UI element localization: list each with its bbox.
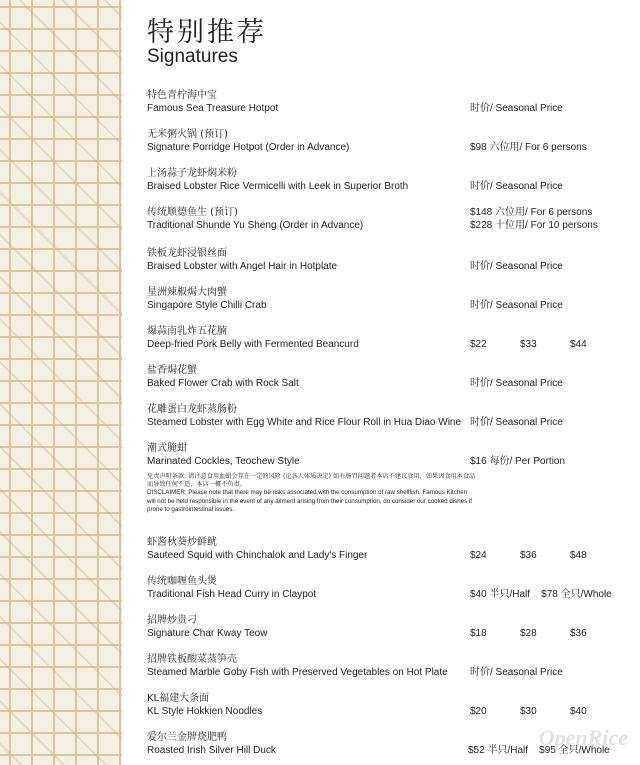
menu-item xyxy=(147,364,637,390)
item-name-cn: 无米粥火锅 (预订) xyxy=(147,129,228,140)
item-name-en: Braised Lobster with Angel Hair in Hotplate xyxy=(147,261,338,272)
item-name-en: Baked Flower Crab with Rock Salt xyxy=(147,378,299,389)
item-price: $148 六位用/ For 6 persons xyxy=(470,207,593,218)
menu-item xyxy=(147,692,637,718)
item-price: 时价/ Seasonal Price xyxy=(470,103,563,114)
item-price: 时价/ Seasonal Price xyxy=(470,667,563,678)
item-price-tiers xyxy=(470,627,587,640)
item-name-en: Famous Sea Treasure Hotpot xyxy=(147,103,279,114)
price-small: $18 xyxy=(470,628,487,639)
item-name-en: Roasted Irish Silver Hill Duck xyxy=(147,745,276,756)
item-price-tiers xyxy=(470,338,587,351)
item-name-cn: KL福建大条面 xyxy=(147,693,210,704)
page-title-en: Signatures xyxy=(147,46,238,67)
item-name-cn: 盐香焗花蟹 xyxy=(147,365,197,376)
item-price: $98 六位用/ For 6 persons xyxy=(470,142,587,153)
item-name-en: Steamed Lobster with Egg White and Rice Flour Roll in Hua Diao Wine xyxy=(147,417,462,428)
item-name-cn: 传统顺德鱼生 (预订) xyxy=(147,207,238,218)
disclaimer xyxy=(147,473,477,514)
item-name-en: KL Style Hokkien Noodles xyxy=(147,706,263,717)
price-small: $20 xyxy=(470,706,487,717)
price-medium: $30 xyxy=(520,706,537,717)
item-name-en: Marinated Cockles, Teochew Style xyxy=(147,456,300,467)
item-name-cn: 爱尔兰金牌烧肥鸭 xyxy=(147,732,227,743)
item-name-cn: 爆蒜南乳炸五花腩 xyxy=(147,326,227,337)
item-name-en: Traditional Fish Head Curry in Claypot xyxy=(147,589,317,600)
item-name-cn: 星洲辣椒焗大肉蟹 xyxy=(147,287,227,298)
menu-item xyxy=(147,247,637,273)
item-price: 时价/ Seasonal Price xyxy=(470,378,563,389)
item-price: 时价/ Seasonal Price xyxy=(470,181,563,192)
item-price: 时价/ Seasonal Price xyxy=(470,261,563,272)
menu-item xyxy=(147,653,637,679)
price-large: $36 xyxy=(570,628,587,639)
menu-item xyxy=(147,167,637,193)
menu-item xyxy=(147,403,637,429)
item-price-tiers xyxy=(470,549,587,562)
item-name-en: Signature Porridge Hotpot (Order in Advance) xyxy=(147,142,350,153)
menu-item xyxy=(147,614,637,640)
disclaimer-cn: 免责声明条款: 请注意食用血蚶会存在一定的风险 (论各人体质决定) 如有肠胃问题者本店不建议食用，如果因食用本食品而导致任何不适，本店一概不负责。 xyxy=(147,473,476,489)
item-name-en: Deep-fried Pork Belly with Fermented Beancurd xyxy=(147,339,359,350)
price-medium: $33 xyxy=(520,339,537,350)
item-name-cn: 招牌铁板酸菜蒸笋壳 xyxy=(147,654,237,665)
item-price: 时价/ Seasonal Price xyxy=(470,300,563,311)
menu-item xyxy=(147,575,637,601)
menu-item xyxy=(147,442,637,468)
item-name-cn: 招牌炒贵刁 xyxy=(147,615,197,626)
item-name-en: Braised Lobster Rice Vermicelli with Leek in Superior Broth xyxy=(147,181,409,192)
item-price: $228 十位用/ For 10 persons xyxy=(470,220,598,231)
price-medium: $36 xyxy=(520,550,537,561)
item-name-en: Steamed Marble Goby Fish with Preserved Vegetables on Hot Plate xyxy=(147,667,448,678)
menu-item xyxy=(147,128,637,154)
item-name-en: Singapore Style Chilli Crab xyxy=(147,300,267,311)
page-title-cn: 特别推荐 xyxy=(147,17,267,48)
price-medium: $28 xyxy=(520,628,537,639)
item-name-en: Traditional Shunde Yu Sheng (Order in Advance) xyxy=(147,220,364,231)
item-name-cn: 潮式腌蚶 xyxy=(147,443,187,454)
item-name-cn: 花雕蛋白龙虾蒸肠粉 xyxy=(147,404,237,415)
item-name-en: Sauteed Squid with Chinchalok and Lady's Finger xyxy=(147,550,368,561)
item-price: 时价/ Seasonal Price xyxy=(470,417,563,428)
item-name-en: Signature Char Kway Teow xyxy=(147,628,268,639)
menu-item xyxy=(147,536,637,562)
price-large: $48 xyxy=(570,550,587,561)
menu-item xyxy=(147,325,637,351)
item-price: $40 半只/Half $78 全只/Whole xyxy=(470,589,612,600)
item-price: $52 半只/Half $95 全只/Whole xyxy=(468,745,610,756)
price-small: $24 xyxy=(470,550,487,561)
item-name-cn: 传统咖喱鱼头煲 xyxy=(147,576,217,587)
disclaimer-en: DISCLAIMER: Please note that there may be risks associated with the consumption of raw shellfish. Famous Kitchen will not be held responsible in the event of any ailment arising from their consumption, do consider our cooked dishes if prone to gastrointestinal issues. xyxy=(147,489,473,513)
item-name-cn: 上汤蒜子龙虾焖米粉 xyxy=(147,168,237,179)
item-name-cn: 虾酱秋葵炒鲜鱿 xyxy=(147,537,217,548)
item-name-cn: 铁板龙虾浸银丝面 xyxy=(147,248,227,259)
menu-item xyxy=(147,206,637,232)
watermark-logo: OpenRice xyxy=(538,725,628,750)
decorative-lattice-border xyxy=(0,0,122,765)
price-small: $22 xyxy=(470,339,487,350)
menu-item xyxy=(147,89,637,115)
item-price: $16 每份/ Per Portion xyxy=(470,456,566,467)
item-name-cn: 特色青柠海中宝 xyxy=(147,90,217,101)
item-price-tiers xyxy=(470,705,587,718)
menu-page xyxy=(147,0,640,765)
price-large: $44 xyxy=(570,339,587,350)
menu-item xyxy=(147,286,637,312)
price-large: $40 xyxy=(570,706,587,717)
